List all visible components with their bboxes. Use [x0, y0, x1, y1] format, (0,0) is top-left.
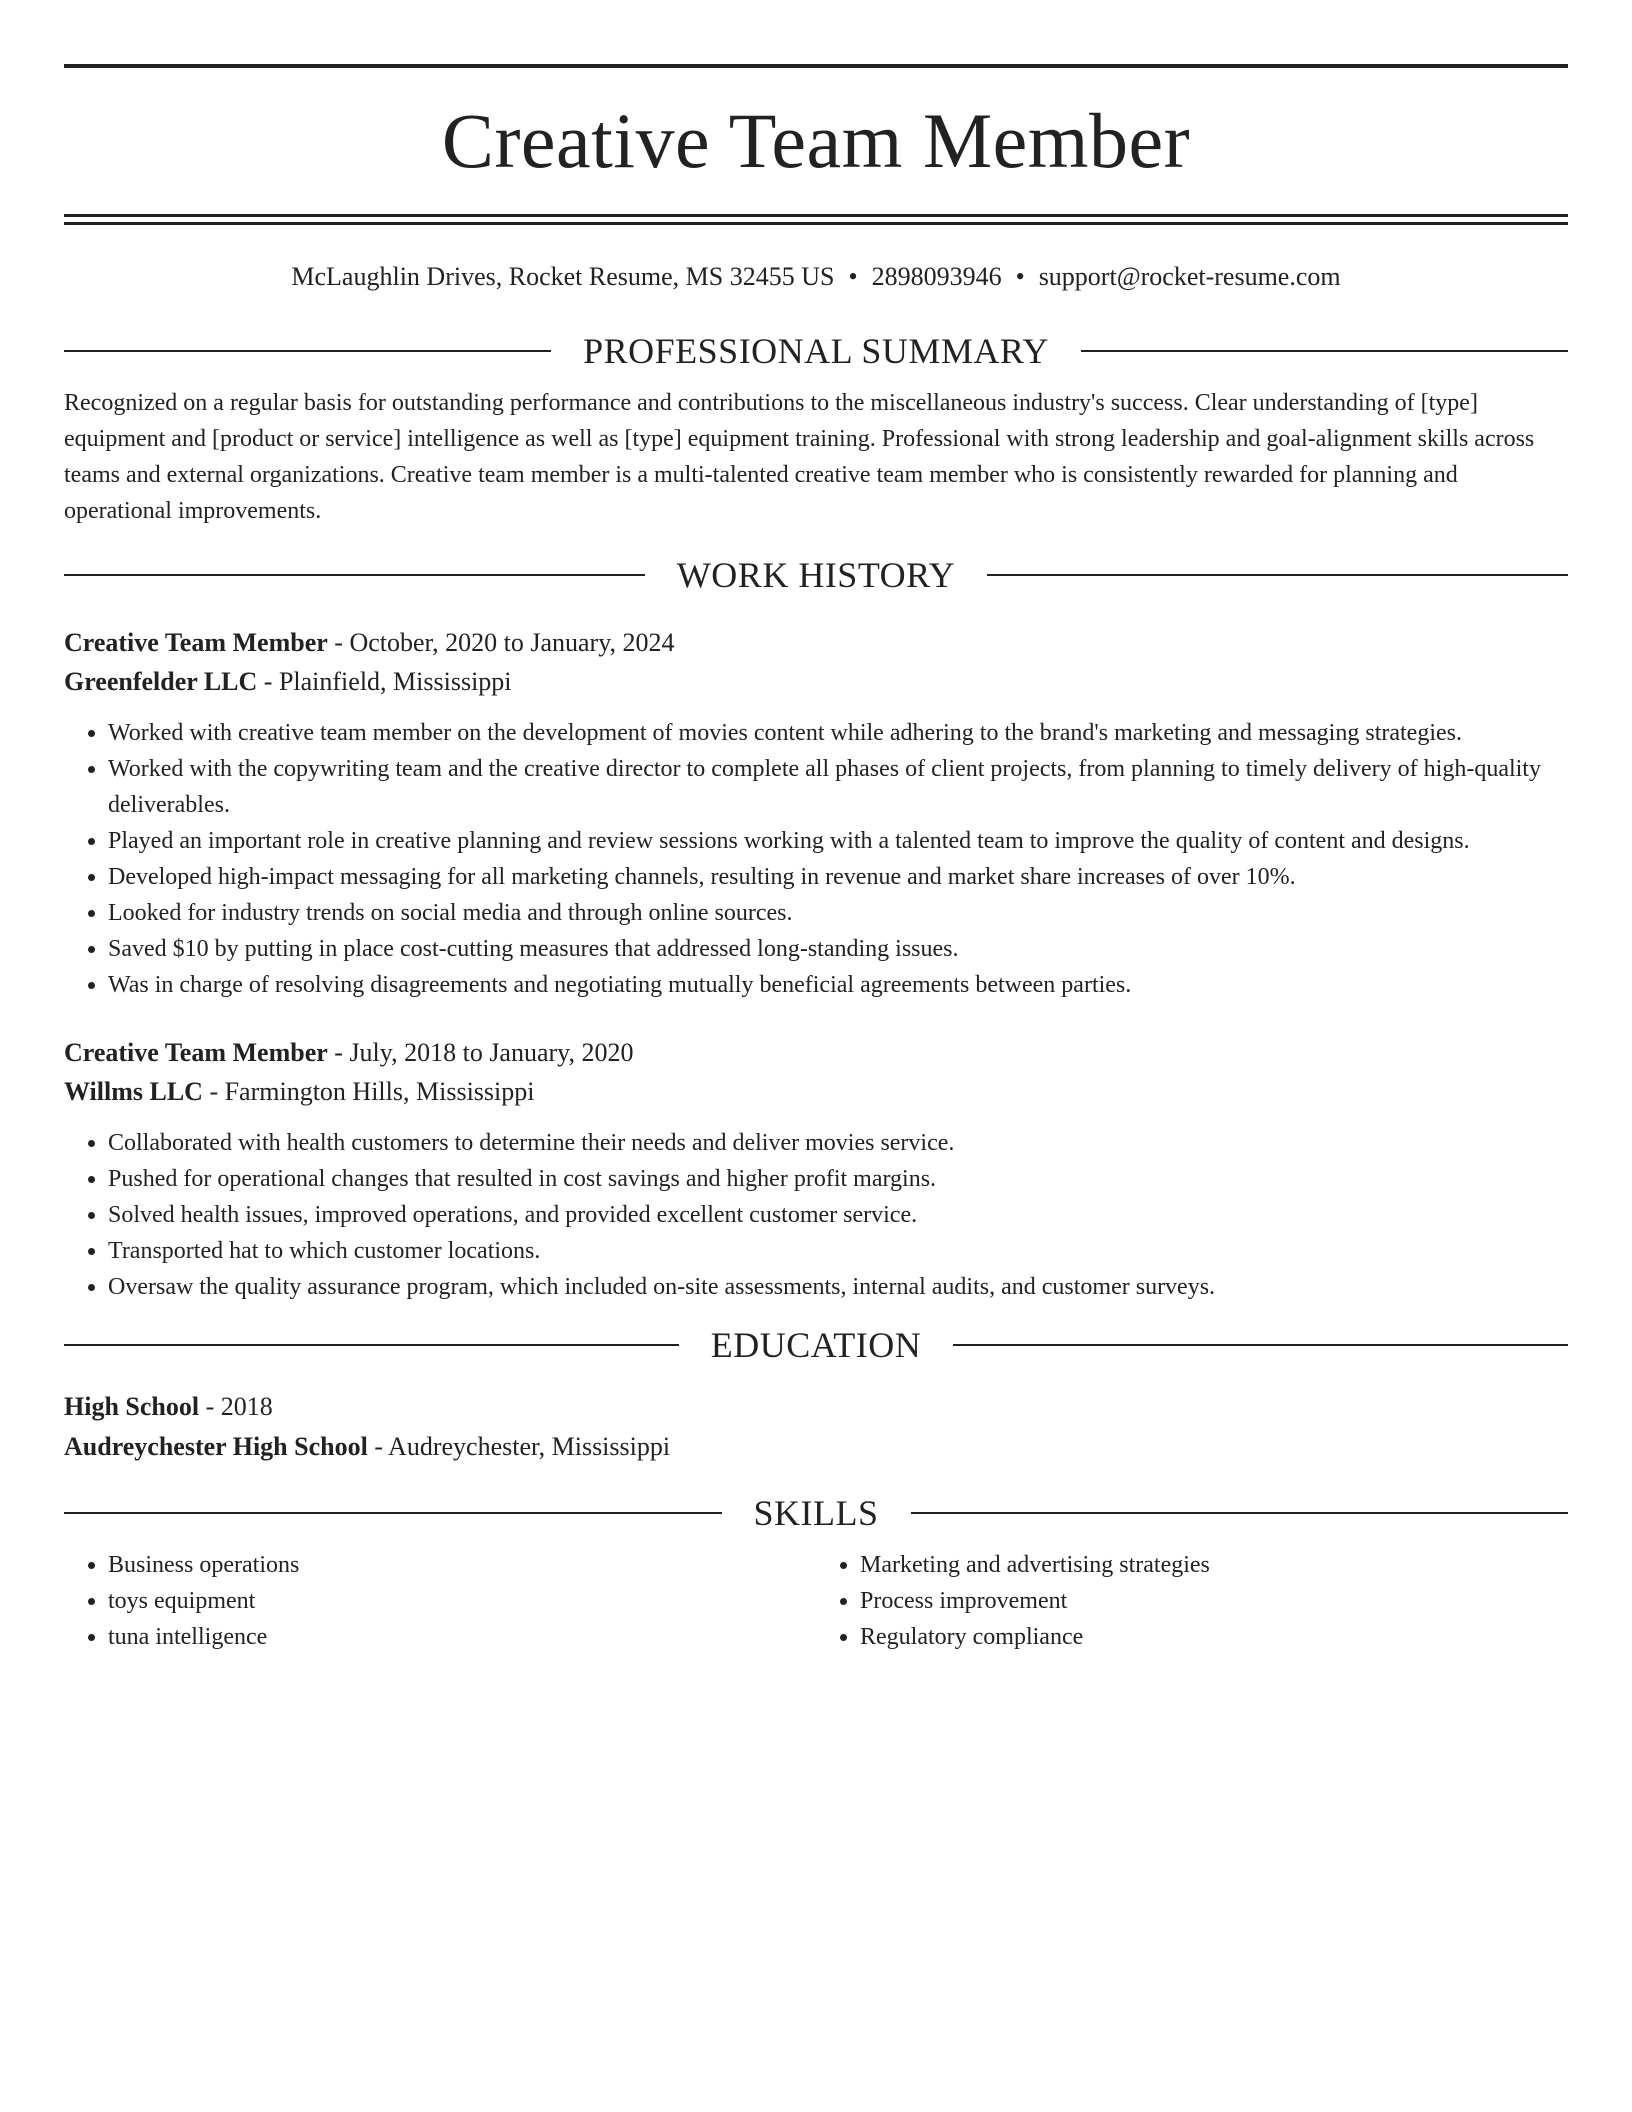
- skill-item: • Marketing and advertising strategies: [860, 1547, 1568, 1583]
- skill-item: • tuna intelligence: [108, 1619, 816, 1655]
- job-company: Greenfelder LLC: [64, 667, 258, 696]
- section-header-skills: [64, 1491, 1568, 1535]
- section-title: SKILLS: [753, 1493, 879, 1533]
- job-dates: - October, 2020 to January, 2024: [327, 628, 675, 657]
- job-location: - Farmington Hills, Mississippi: [202, 1077, 535, 1106]
- contact-email: support@rocket-resume.com: [1038, 262, 1341, 291]
- list-item: • Transported hat to which customer locations.: [108, 1233, 1568, 1269]
- education-year: - 2018: [199, 1392, 273, 1421]
- education-entry: [64, 1387, 1568, 1467]
- skills-grid: [64, 1547, 1568, 1655]
- list-item: • Worked with creative team member on the development of movies content while adhering to the brand's marketing and messaging strategies.: [108, 715, 1568, 751]
- list-item: • Worked with the copywriting team and the creative director to complete all phases of client projects, from planning to timely delivery of high-quality deliverables.: [108, 751, 1568, 823]
- skills-column-left: [64, 1547, 816, 1655]
- education-school-line: [64, 1427, 1568, 1467]
- contact-line: [64, 261, 1568, 293]
- list-item: • Solved health issues, improved operations, and provided excellent customer service.: [108, 1197, 1568, 1233]
- skill-item: • toys equipment: [108, 1583, 816, 1619]
- list-item: • Developed high-impact messaging for all marketing channels, resulting in revenue and market share increases of over 10%.: [108, 859, 1568, 895]
- job-title: Creative Team Member: [64, 1038, 328, 1067]
- job-bullets: [64, 715, 1568, 1003]
- contact-separator: •: [848, 262, 858, 291]
- list-item: • Saved $10 by putting in place cost-cutting measures that addressed long-standing issues.: [108, 931, 1568, 967]
- section-rule: [953, 1344, 1568, 1346]
- summary-text: Recognized on a regular basis for outstanding performance and contributions to the miscellaneous industry's success. Clear understanding of [type] equipment and [product or service] intelligence as well as [type] equipment training. Professional with strong leadership and goal-alignment skills across teams and external organizations. Creative team member is a multi-talented creative team member who is consistently rewarded for planning and operational improvements.: [64, 390, 1535, 524]
- job-company: Willms LLC: [64, 1077, 203, 1106]
- section-rule: [1081, 350, 1568, 352]
- skill-item: • Business operations: [108, 1547, 816, 1583]
- section-title: EDUCATION: [710, 1325, 922, 1365]
- list-item: • Was in charge of resolving disagreements and negotiating mutually beneficial agreements between parties.: [108, 967, 1568, 1003]
- contact-separator: •: [1015, 262, 1025, 291]
- list-item: • Looked for industry trends on social media and through online sources.: [108, 895, 1568, 931]
- skills-column-right: [816, 1547, 1568, 1655]
- contact-phone: 2898093946: [871, 262, 1002, 291]
- job-entry: [64, 1033, 1568, 1305]
- job-title-line: [64, 1033, 1568, 1072]
- section-rule: [64, 1512, 722, 1514]
- education-degree: High School: [64, 1392, 200, 1421]
- skill-item: • Regulatory compliance: [860, 1619, 1568, 1655]
- job-entry: [64, 623, 1568, 1003]
- job-title-line: [64, 623, 1568, 662]
- section-header-education: [64, 1323, 1568, 1367]
- section-rule: [987, 574, 1568, 576]
- list-item: • Pushed for operational changes that resulted in cost savings and higher profit margins.: [108, 1161, 1568, 1197]
- job-dates: - July, 2018 to January, 2020: [327, 1038, 634, 1067]
- job-bullets: [64, 1125, 1568, 1305]
- education-location: - Audreychester, Mississippi: [367, 1432, 671, 1461]
- top-rule: [64, 64, 1568, 68]
- education-degree-line: [64, 1387, 1568, 1427]
- skill-item: • Process improvement: [860, 1583, 1568, 1619]
- section-title: WORK HISTORY: [676, 555, 956, 595]
- resume-name: Creative Team Member: [441, 97, 1191, 184]
- list-item: • Collaborated with health customers to determine their needs and deliver movies service.: [108, 1125, 1568, 1161]
- section-title: PROFESSIONAL SUMMARY: [583, 331, 1049, 371]
- section-rule: [911, 1512, 1569, 1514]
- job-company-line: [64, 1072, 1568, 1111]
- job-company-line: [64, 662, 1568, 701]
- education-school: Audreychester High School: [64, 1432, 368, 1461]
- list-item: • Played an important role in creative planning and review sessions working with a talented team to improve the quality of content and designs.: [108, 823, 1568, 859]
- double-rule: [64, 214, 1568, 225]
- job-location: - Plainfield, Mississippi: [257, 667, 512, 696]
- section-header-summary: [64, 329, 1568, 373]
- list-item: • Oversaw the quality assurance program, which included on-site assessments, internal audits, and customer surveys.: [108, 1269, 1568, 1305]
- section-header-work: [64, 553, 1568, 597]
- contact-address: McLaughlin Drives, Rocket Resume, MS 32455 US: [291, 262, 835, 291]
- job-title: Creative Team Member: [64, 628, 328, 657]
- section-rule: [64, 574, 645, 576]
- section-rule: [64, 350, 551, 352]
- resume-page: [64, 64, 1568, 1655]
- section-rule: [64, 1344, 679, 1346]
